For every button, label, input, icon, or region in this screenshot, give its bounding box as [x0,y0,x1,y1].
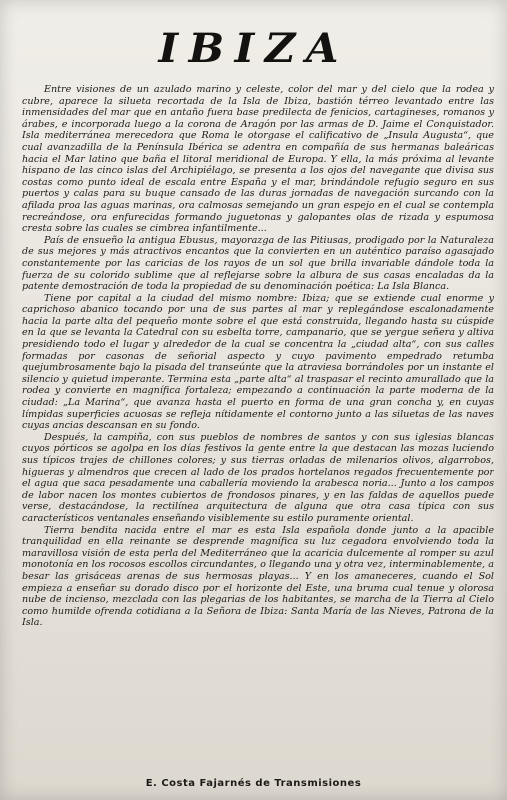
paragraph: País de ensueño la antigua Ebusus, mayorazga de las Pitiusas, prodigado por la Naturaleza de sus mejores y más atractivos encantos que la convierten en un auténtico paraíso agasajado constantemente por las caricias de los rayos de un sol que brilla invariable dándole toda la fuerza de su colorido sublime que al reflejarse sobre la albura de sus casas encaladas da la patente demostración de toda la propiedad de su denominación poética: La Isla Blanca. [22,234,494,293]
paragraph: Después, la campiña, con sus pueblos de nombres de santos y con sus iglesias blancas cuyos pórticos se agolpa en los días festivos la gente entre la que destacan las mozas luciendo sus típicos trajes de chillones colores; y sus tierras orladas de milenarios olivos, algarrobos, higueras y almendros que crecen al lado de los prados hortelanos regados frecuentemente por el agua que saca pesadamente una caballería moviendo la arabesca noria... Junto a los campos de labor nacen los montes cubiertos de frondosos pinares, y en las faldas de aquellos puede verse, destacándose, la rectilínea arquitectura de alguna que otra casa típica con sus característicos ventanales enseñando visiblemente su estilo puramente oriental. [22,431,494,524]
headline-area [0,22,507,74]
article-title: IBIZA [158,24,349,72]
paragraph: Entre visiones de un azulado marino y celeste, color del mar y del cielo que la rodea y cubre, aparece la silueta recortada de la Isla de Ibiza, bastión térreo levantado entre las inmensidades del mar que en antaño fuera base predilecta de fenicios, cartagineses, romanos y árabes, e incorporada luego a la corona de Aragón por las armas de D. Jaime el Conquistador. Isla mediterránea merecedora que Roma le otorgase el calificativo de „Insula Augusta“, que cual avanzadilla de la Península Ibérica se adentra en compañía de sus hermanas baleáricas hacia el Mar latino que baña el litoral meridional de Europa. Y ella, la más próxima al levante hispano de las cinco islas del Archipiélago, se presenta a los ojos del navegante que divisa sus costas como punto ideal de escala entre España y el mar, brindándole refugio seguro en sus puertos y calas para su buque cansado de las duras jornadas de navegación surcando con la afilada proa las aguas marinas, ora calmosas semejando un gran espejo en el cual se contempla recreándose, ora enfurecidas formando juguetonas y galopantes olas de rizada y espumosa cresta sobre las cuales se cimbrea infantilmente... [22,84,494,235]
paragraph: Tierra bendita nacida entre el mar es esta Isla española donde junto a la apacible tranquilidad en ella reinante se desprende magnífica su luz cegadora envolviendo toda la maravillosa visión de esta perla del Mediterráneo que la acaricia dulcemente al romper su azul monotonía en los rocosos escollos circundantes, o llegando una y otra vez, interminablemente, a besar las grisáceas arenas de sus hermosas playas... Y en los amaneceres, cuando el Sol empieza a enseñar su dorado disco por el horizonte del Este, una bruma cual tenue y olorosa nube de incienso, mezclada con las plegarias de los habitantes, se marcha de la Tierra al Cielo como humilde ofrenda cotidiana a la Señora de Ibiza: Santa María de las Nieves, Patrona de la Isla. [22,524,494,629]
author-signature: E. Costa Fajarnés de Transmisiones [145,778,362,789]
paragraph: Tiene por capital a la ciudad del mismo nombre: Ibiza; que se extiende cual enorme y caprichoso abanico tocando por una de sus partes al mar y replegándose escalonadamente hacia la parte alta del pequeño monte sobre el que está construida, llegando hasta su cúspide en la que se levanta la Catedral con su esbelta torre, campanario, que se yergue señera y altiva presidiendo todo el lugar y alrededor de la cual se concentra la „ciudad alta“, con sus calles formadas por casonas de señorial aspecto y cuyo pavimento empedrado retumba quejumbrosamente bajo la pisada del transeúnte que la atraviesa borrándoles por un instante el silencio y quietud imperante. Termina esta „parte alta“ al traspasar el recinto amurallado que la rodea y convierte en magnífica fortaleza; empezando a continuación la parte moderna de la ciudad: „La Marina“, que avanza hasta el puerto en forma de una gran concha y, en cuyas límpidas superficies acuosas se refleja nítidamente el contorno junto a las siluetas de las naves cuyas ancias descansan en su fondo. [22,292,494,432]
article-body [22,84,494,774]
